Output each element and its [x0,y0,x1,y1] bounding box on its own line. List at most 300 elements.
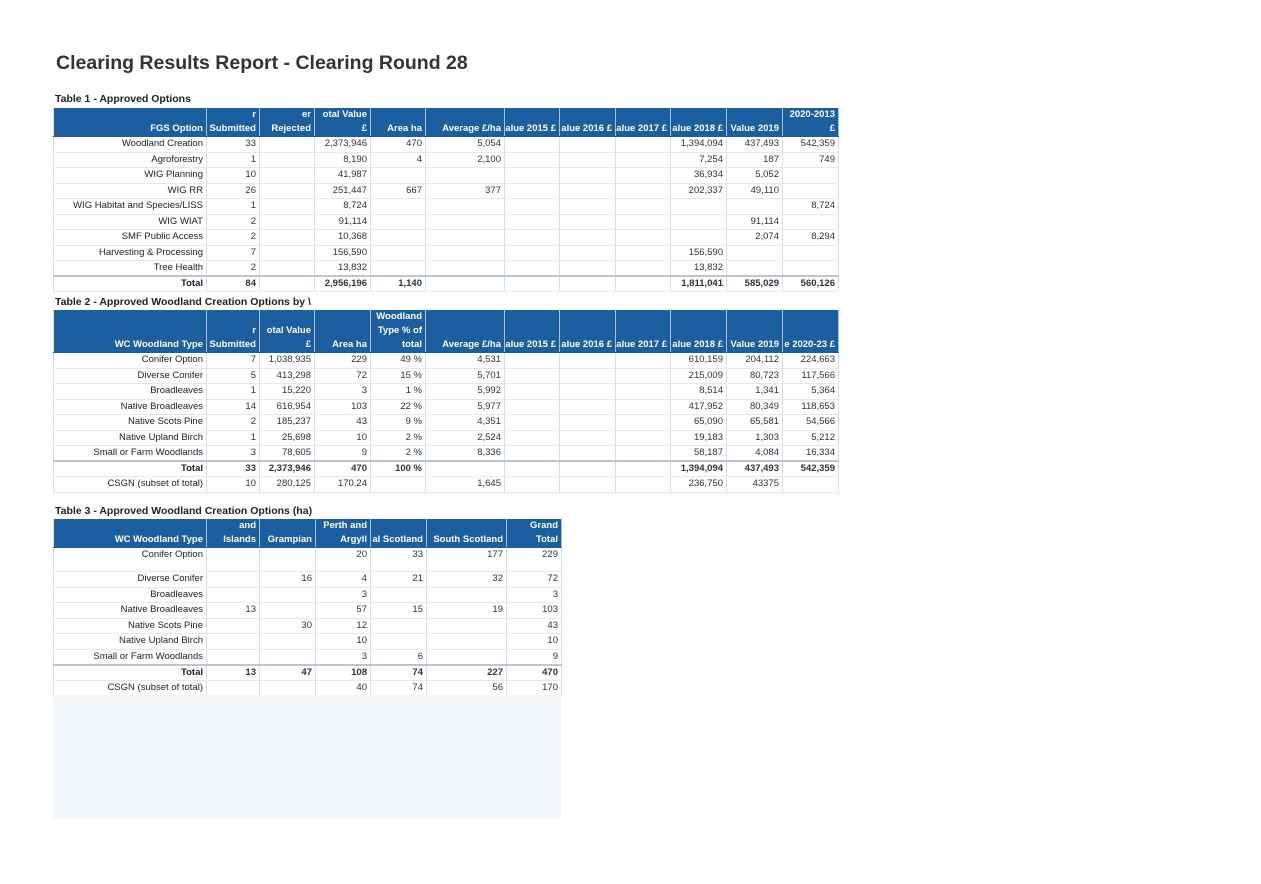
table-row [54,446,839,462]
table-cell [505,430,560,446]
table-cell: 91,114 [727,214,783,230]
table-row [54,587,562,603]
table-cell: 2 [207,230,260,246]
table-cell [560,245,616,261]
table-cell: 41,987 [315,168,371,184]
table-cell [783,245,839,261]
table-cell: 47 [260,665,316,681]
table-cell: 1,394,094 [671,137,727,153]
table-cell [505,353,560,369]
table-cell: 177 [427,548,507,572]
table-cell [560,446,616,462]
table-cell: 4,351 [426,415,505,431]
table-cell: 2,074 [727,230,783,246]
table-cell: 2 % [371,446,426,462]
table-cell [371,477,426,493]
table-cell: 8,190 [315,152,371,168]
table-cell [560,384,616,400]
row-label: WIG Planning [54,168,207,184]
column-header: e 2020-23 £ [783,310,839,353]
table-cell: 251,447 [315,183,371,199]
row-label: Conifer Option [54,548,207,572]
table-cell: 2 [207,415,260,431]
table-cell: 74 [371,680,427,696]
table-cell: 30 [260,618,316,634]
table-cell: 56 [427,680,507,696]
table-cell: 227 [427,665,507,681]
table-cell: 49 % [371,353,426,369]
table-cell [427,649,507,665]
column-header: alue 2015 £ [505,310,560,353]
row-label: Diverse Conifer [54,368,207,384]
table-cell: 202,337 [671,183,727,199]
table-cell: 25,698 [260,430,315,446]
table-cell [616,168,671,184]
table-cell: 5,701 [426,368,505,384]
table-cell: 15 [371,603,427,619]
table-cell [427,587,507,603]
table-cell [260,245,315,261]
subset-row [54,680,562,696]
row-label: Small or Farm Woodlands [54,649,207,665]
table-cell [560,430,616,446]
table-row [54,353,839,369]
table-cell: 7 [207,353,260,369]
table-row [54,152,839,168]
column-header: Area ha [371,108,426,137]
column-header: alue 2018 £ [671,108,727,137]
table-cell: 78,605 [260,446,315,462]
table-cell: 117,566 [783,368,839,384]
table1-caption: Table 1 - Approved Options [55,93,191,105]
table-cell [671,214,727,230]
table-cell [371,168,426,184]
table-cell [371,634,427,650]
column-header: r Submitted [207,310,260,353]
table-cell: 229 [507,548,562,572]
table-cell [260,603,316,619]
row-label: Native Scots Pine [54,618,207,634]
table-cell [260,680,316,696]
table-cell: 13,832 [315,261,371,277]
table-cell: 16 [260,572,316,588]
table-cell: 72 [315,368,371,384]
row-label: SMF Public Access [54,230,207,246]
table-cell [207,634,260,650]
table-cell [783,183,839,199]
table-cell [616,368,671,384]
table-cell [560,477,616,493]
table-cell [426,199,505,215]
column-header: FGS Option [54,108,207,137]
table-cell: 224,663 [783,353,839,369]
table-cell: 560,126 [783,276,839,292]
table-cell [616,276,671,292]
column-header: Grand Total [507,519,562,548]
column-header: al Scotland [371,519,427,548]
table-cell [505,152,560,168]
table-cell: 15 % [371,368,426,384]
empty-sheet-area [53,695,561,818]
row-label: Native Broadleaves [54,603,207,619]
table-cell: 3 [316,649,371,665]
table-cell: 19 [427,603,507,619]
table-cell [426,261,505,277]
table-cell [505,477,560,493]
table-cell [505,368,560,384]
table-row [54,384,839,400]
table-cell [260,152,315,168]
table-cell: 10 [507,634,562,650]
table-cell [616,430,671,446]
row-label: Native Broadleaves [54,399,207,415]
table-cell [505,168,560,184]
table-cell: 156,590 [315,245,371,261]
column-header: alue 2016 £ [560,310,616,353]
table-cell: 1 [207,384,260,400]
table-cell [616,353,671,369]
table-cell [371,261,426,277]
table-cell: 5,212 [783,430,839,446]
row-label: Broadleaves [54,384,207,400]
table-cell: 7 [207,245,260,261]
table-cell [207,680,260,696]
table-cell [616,199,671,215]
table-row [54,649,562,665]
row-label: Tree Health [54,261,207,277]
column-header: Grampian [260,519,316,548]
table-cell [616,137,671,153]
table-cell: 1 % [371,384,426,400]
table-cell: 9 [315,446,371,462]
table-cell: 413,298 [260,368,315,384]
table-cell: 32 [427,572,507,588]
table-row [54,548,562,572]
table-row [54,230,839,246]
table-cell: 749 [783,152,839,168]
table-cell: 1,140 [371,276,426,292]
table-cell: 7,254 [671,152,727,168]
table-cell: 3 [207,446,260,462]
table-cell: 215,009 [671,368,727,384]
table-row [54,199,839,215]
column-header: Perth and Argyll [316,519,371,548]
table-cell: 100 % [371,461,426,477]
table-cell [560,230,616,246]
table-cell [371,214,426,230]
table-row [54,572,562,588]
row-label: Broadleaves [54,587,207,603]
column-header: alue 2018 £ [671,310,727,353]
table-cell [505,276,560,292]
table-cell [260,214,315,230]
table-cell: 2 [207,261,260,277]
column-header: r Submitted [207,108,260,137]
column-header: Average £/ha [426,108,505,137]
table-cell: 80,723 [727,368,783,384]
table-cell: 610,159 [671,353,727,369]
table-cell [616,461,671,477]
row-label: Diverse Conifer [54,572,207,588]
table-cell: 417,952 [671,399,727,415]
table-cell: 10 [207,168,260,184]
table-cell: 8,294 [783,230,839,246]
table-cell [727,199,783,215]
table-cell [616,230,671,246]
table-cell: 187 [727,152,783,168]
table-cell: 4,531 [426,353,505,369]
table-cell [616,384,671,400]
table-cell: 470 [507,665,562,681]
table-row [54,168,839,184]
table-cell: 3 [316,587,371,603]
total-row [54,461,839,477]
table-cell: 9 % [371,415,426,431]
table-cell: 542,359 [783,461,839,477]
table-cell [671,230,727,246]
table-cell [616,399,671,415]
table-cell: 103 [315,399,371,415]
table-cell: 57 [316,603,371,619]
row-label: WIG WIAT [54,214,207,230]
table-cell: 10 [207,477,260,493]
approved-options-table [53,108,839,292]
table-cell [560,276,616,292]
table-cell: 19,183 [671,430,727,446]
row-label: Conifer Option [54,353,207,369]
table-cell: 2 % [371,430,426,446]
table-cell [505,199,560,215]
table-cell: 4,084 [727,446,783,462]
column-header: Value 2019 [727,310,783,353]
table-cell [260,168,315,184]
table-cell: 470 [315,461,371,477]
table-cell: 15,220 [260,384,315,400]
table-row [54,245,839,261]
table-cell: 3 [507,587,562,603]
table-cell [560,168,616,184]
table-cell [260,587,316,603]
table-cell: 236,750 [671,477,727,493]
table-cell [560,214,616,230]
row-label: CSGN (subset of total) [54,477,207,493]
table-cell: 91,114 [315,214,371,230]
row-label: CSGN (subset of total) [54,680,207,696]
table-cell: 43 [315,415,371,431]
table-cell [207,587,260,603]
table-cell: 21 [371,572,427,588]
table-cell: 43 [507,618,562,634]
table-cell [260,137,315,153]
table-cell [783,477,839,493]
table-cell: 1,811,041 [671,276,727,292]
table-cell: 4 [371,152,426,168]
table-cell [260,634,316,650]
column-header: alue 2015 £ [505,108,560,137]
column-header: Average £/ha [426,310,505,353]
table-cell [560,368,616,384]
table-row [54,399,839,415]
table-cell: 16,334 [783,446,839,462]
table-cell: 1,394,094 [671,461,727,477]
woodland-creation-area-table [53,519,562,696]
row-label: Woodland Creation [54,137,207,153]
table-cell [371,587,427,603]
table-cell: 1,645 [426,477,505,493]
table-cell: 5,992 [426,384,505,400]
table-cell: 65,581 [727,415,783,431]
table-cell: 229 [315,353,371,369]
column-header: otal Value £ [260,310,315,353]
table-cell [260,261,315,277]
table-cell [505,261,560,277]
table-cell [616,477,671,493]
table-cell: 13 [207,665,260,681]
table-cell [505,461,560,477]
table-cell: 377 [426,183,505,199]
table-cell [426,276,505,292]
column-header: alue 2016 £ [560,108,616,137]
row-label: Small or Farm Woodlands [54,446,207,462]
row-label: Total [54,665,207,681]
table-cell [207,649,260,665]
table-cell [505,384,560,400]
table-cell: 26 [207,183,260,199]
column-header: alue 2017 £ [616,108,671,137]
table-cell [783,168,839,184]
table-row [54,368,839,384]
table-cell [207,618,260,634]
table-cell [207,548,260,572]
column-header: 2020-2013 £ [783,108,839,137]
report-title: Clearing Results Report - Clearing Round 28 [56,52,468,74]
row-label: Total [54,461,207,477]
row-label: Agroforestry [54,152,207,168]
table-cell [426,461,505,477]
table-cell [426,230,505,246]
table-cell: 204,112 [727,353,783,369]
table-cell [505,214,560,230]
column-header: South Scotland [427,519,507,548]
table-cell: 10,368 [315,230,371,246]
table-cell: 2 [207,214,260,230]
table-cell: 2,373,946 [315,137,371,153]
table-cell: 2,100 [426,152,505,168]
table-cell [371,230,426,246]
table-cell [371,245,426,261]
table-cell: 470 [371,137,426,153]
table-cell [426,214,505,230]
table-cell: 5 [207,368,260,384]
table-cell: 5,364 [783,384,839,400]
table-cell: 2,373,946 [260,461,315,477]
table-cell: 72 [507,572,562,588]
table-cell [426,168,505,184]
table-cell [783,214,839,230]
table-cell: 1 [207,199,260,215]
table-cell [371,199,426,215]
table-cell [671,199,727,215]
table-cell: 170.24 [315,477,371,493]
table-cell: 185,237 [260,415,315,431]
table-cell: 5,052 [727,168,783,184]
row-label: Native Scots Pine [54,415,207,431]
table-cell: 33 [207,461,260,477]
column-header: WC Woodland Type [54,519,207,548]
table-cell: 33 [371,548,427,572]
column-header: Woodland Type % of total [371,310,426,353]
table-cell: 542,359 [783,137,839,153]
table-cell: 10 [316,634,371,650]
table-cell [260,230,315,246]
table-cell [427,618,507,634]
table-cell [616,261,671,277]
table-cell: 36,934 [671,168,727,184]
table-cell [560,183,616,199]
table-cell: 12 [316,618,371,634]
table-cell [560,461,616,477]
column-header: Area ha [315,310,371,353]
table-cell [505,245,560,261]
table-cell [426,245,505,261]
table-cell: 8,336 [426,446,505,462]
table-cell: 54,566 [783,415,839,431]
table-cell: 280,125 [260,477,315,493]
column-header: Value 2019 [727,108,783,137]
table-cell: 10 [315,430,371,446]
table-cell [260,183,315,199]
table-cell [560,399,616,415]
table-cell [560,261,616,277]
table-cell [260,649,316,665]
table-cell: 65,090 [671,415,727,431]
column-header: alue 2017 £ [616,310,671,353]
table-cell: 22 % [371,399,426,415]
table-cell [260,199,315,215]
table-row [54,183,839,199]
table-cell: 49,110 [727,183,783,199]
column-header: WC Woodland Type [54,310,207,353]
subset-row [54,477,839,493]
table-cell [616,183,671,199]
table-cell [560,415,616,431]
table-cell: 80,349 [727,399,783,415]
table-cell: 1,341 [727,384,783,400]
row-label: Native Upland Birch [54,634,207,650]
column-header: er Rejected [260,108,315,137]
table-cell [505,230,560,246]
table-row [54,618,562,634]
table-cell: 437,493 [727,461,783,477]
column-header: and Islands [207,519,260,548]
table-cell: 8,724 [315,199,371,215]
total-row [54,665,562,681]
table-cell [560,199,616,215]
table-cell: 1 [207,430,260,446]
table-row [54,137,839,153]
table-cell: 58,187 [671,446,727,462]
table-cell: 170 [507,680,562,696]
row-label: Native Upland Birch [54,430,207,446]
table-cell: 20 [316,548,371,572]
table-cell [260,548,316,572]
table-cell [505,399,560,415]
table-cell: 8,724 [783,199,839,215]
table-cell: 616,954 [260,399,315,415]
table-cell: 40 [316,680,371,696]
table-cell: 9 [507,649,562,665]
table-cell: 437,493 [727,137,783,153]
